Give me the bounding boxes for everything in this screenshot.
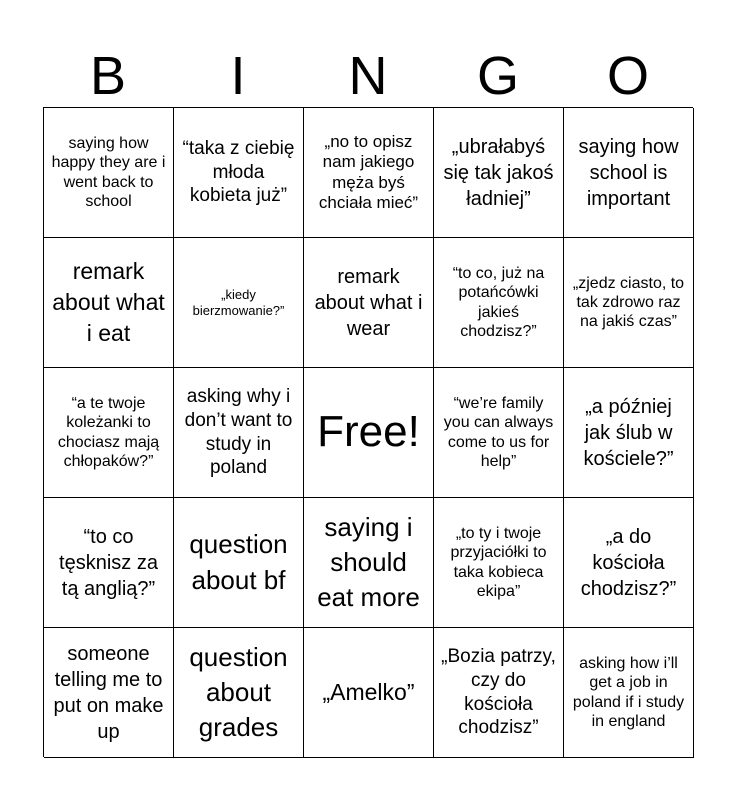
- bingo-cell[interactable]: “taka z ciebię młoda kobieta już”: [174, 108, 304, 238]
- bingo-cell[interactable]: „no to opisz nam jakiego męża byś chciała mieć”: [304, 108, 434, 238]
- bingo-cell[interactable]: “to co tęsknisz za tą anglią?”: [44, 498, 174, 628]
- bingo-cell[interactable]: remark about what i eat: [44, 238, 174, 368]
- free-space[interactable]: Free!: [304, 368, 434, 498]
- bingo-cell[interactable]: question about bf: [174, 498, 304, 628]
- bingo-cell[interactable]: saying how happy they are i went back to school: [44, 108, 174, 238]
- bingo-cell[interactable]: „Amelko”: [304, 628, 434, 758]
- bingo-cell[interactable]: question about grades: [174, 628, 304, 758]
- bingo-cell[interactable]: „Bozia patrzy, czy do kościoła chodzisz”: [434, 628, 564, 758]
- bingo-cell[interactable]: „ubrałabyś się tak jakoś ładniej”: [434, 108, 564, 238]
- bingo-cell[interactable]: saying how school is important: [564, 108, 694, 238]
- bingo-cell[interactable]: „kiedy bierzmowanie?”: [174, 238, 304, 368]
- bingo-cell[interactable]: “we’re family you can always come to us for help”: [434, 368, 564, 498]
- bingo-cell[interactable]: „a później jak ślub w kościele?”: [564, 368, 694, 498]
- header-letter-n: N: [348, 46, 388, 106]
- bingo-cell[interactable]: saying i should eat more: [304, 498, 434, 628]
- bingo-cell[interactable]: „zjedz ciasto, to tak zdrowo raz na jakiś czas”: [564, 238, 694, 368]
- bingo-cell[interactable]: “a te twoje koleżanki to chociasz mają chłopaków?”: [44, 368, 174, 498]
- bingo-cell[interactable]: „to ty i twoje przyjaciółki to taka kobieca ekipa”: [434, 498, 564, 628]
- header-letter-i: I: [230, 46, 246, 106]
- bingo-cell[interactable]: asking how i’ll get a job in poland if i study in england: [564, 628, 694, 758]
- bingo-cell[interactable]: asking why i don’t want to study in poland: [174, 368, 304, 498]
- header-letter-b: B: [89, 46, 127, 106]
- header-letter-o: O: [606, 46, 649, 106]
- bingo-cell[interactable]: “to co, już na potańcówki jakieś chodzisz?”: [434, 238, 564, 368]
- bingo-cell[interactable]: someone telling me to put on make up: [44, 628, 174, 758]
- bingo-cell[interactable]: „a do kościoła chodzisz?”: [564, 498, 694, 628]
- header-letter-g: G: [476, 46, 519, 106]
- bingo-grid: [43, 107, 693, 757]
- bingo-header: [43, 46, 693, 106]
- bingo-cell[interactable]: remark about what i wear: [304, 238, 434, 368]
